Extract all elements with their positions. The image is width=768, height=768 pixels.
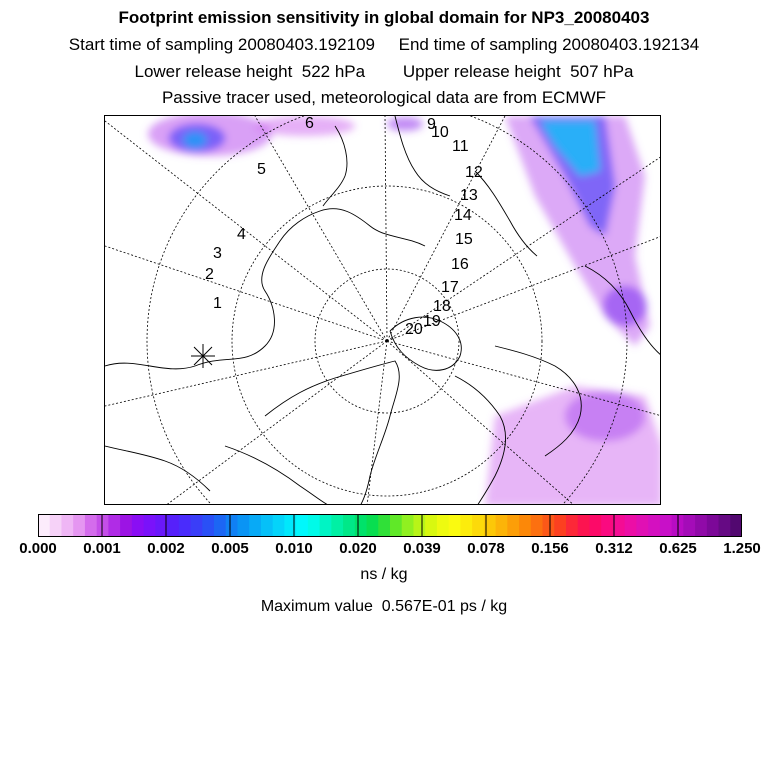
colorbar-tick-label: 0.020 [339, 540, 377, 557]
sampling-time-line: Start time of sampling 20080403.192109 End time of sampling 20080403.192134 [68, 35, 700, 54]
day-label: 11 [452, 138, 469, 155]
sensitivity-plume-east [485, 116, 661, 505]
colorbar-unit: ns / kg [360, 566, 408, 583]
colorbar-tick-label: 0.002 [147, 540, 185, 557]
colorbar-cell [390, 514, 402, 537]
colorbar-cell [261, 514, 273, 537]
colorbar-cell [543, 514, 555, 537]
colorbar-cell [308, 514, 320, 537]
day-label: 10 [431, 124, 449, 141]
colorbar-cell [707, 514, 719, 537]
colorbar-cell [73, 514, 85, 537]
colorbar-cell [648, 514, 660, 537]
colorbar-cell [167, 514, 179, 537]
colorbar-cell [613, 514, 625, 537]
colorbar-cell [413, 514, 425, 537]
tracer-info-line: Passive tracer used, meteorological data are from ECMWF [161, 88, 607, 107]
colorbar-cell [367, 514, 379, 537]
colorbar-tick-label: 1.250 [723, 540, 761, 557]
day-label: 15 [455, 231, 473, 248]
colorbar-cell [179, 514, 191, 537]
colorbar-cell [554, 514, 566, 537]
colorbar-tick-label: 0.005 [211, 540, 249, 557]
colorbar-cell [719, 514, 731, 537]
colorbar-cell [320, 514, 332, 537]
colorbar-cell [496, 514, 508, 537]
colorbar-cell [144, 514, 156, 537]
colorbar-tick-label: 0.078 [467, 540, 505, 557]
colorbar-cell [296, 514, 308, 537]
colorbar-cell [378, 514, 390, 537]
map-canvas [105, 116, 661, 505]
day-label: 9 [427, 116, 436, 133]
colorbar-cell [472, 514, 484, 537]
colorbar-cell [636, 514, 648, 537]
colorbar-cell [519, 514, 531, 537]
colorbar-cell [331, 514, 343, 537]
plot-title: Footprint emission sensitivity in global domain for NP3_20080403 [118, 8, 650, 27]
colorbar-cell [531, 514, 543, 537]
colorbar-cell [85, 514, 97, 537]
day-label: 3 [213, 245, 222, 262]
colorbar-cell [38, 514, 50, 537]
colorbar-cell [191, 514, 203, 537]
day-label: 2 [205, 266, 214, 283]
day-label: 6 [305, 116, 314, 132]
day-label: 1 [213, 295, 222, 312]
colorbar-cell [695, 514, 707, 537]
day-label: 12 [465, 164, 483, 181]
colorbar-tick-label: 0.039 [403, 540, 441, 557]
colorbar-cell [460, 514, 472, 537]
day-label: 5 [257, 161, 266, 178]
colorbar-cell [355, 514, 367, 537]
colorbar-cell [97, 514, 109, 537]
colorbar-cell [683, 514, 695, 537]
colorbar-cell [237, 514, 249, 537]
colorbar-cell [660, 514, 672, 537]
maximum-value-text: Maximum value 0.567E-01 ps / kg [260, 598, 508, 615]
colorbar-tick-label: 0.000 [19, 540, 57, 557]
colorbar-cell [50, 514, 62, 537]
colorbar-cell [249, 514, 261, 537]
colorbar-cell [273, 514, 285, 537]
colorbar-cell [284, 514, 296, 537]
day-label: 4 [237, 226, 246, 243]
colorbar-cell [132, 514, 144, 537]
sensitivity-plume-northwest [148, 116, 423, 156]
colorbar-tick-label: 0.156 [531, 540, 569, 557]
day-label: 20 [405, 321, 423, 338]
colorbar-tick-label: 0.010 [275, 540, 313, 557]
release-height-line: Lower release height 522 hPa Upper release height 507 hPa [134, 62, 634, 81]
colorbar-cell [578, 514, 590, 537]
colorbar-cell [343, 514, 355, 537]
day-label: 16 [451, 256, 469, 273]
colorbar-cell [402, 514, 414, 537]
day-label: 13 [460, 187, 478, 204]
colorbar-tick-labels [0, 540, 768, 560]
colorbar-tick-label: 0.312 [595, 540, 633, 557]
colorbar-cell [61, 514, 73, 537]
colorbar-cell [108, 514, 120, 537]
colorbar-cell [566, 514, 578, 537]
day-label: 14 [454, 207, 472, 224]
footprint-map [104, 115, 661, 505]
day-label: 19 [423, 313, 441, 330]
colorbar-cell [449, 514, 461, 537]
colorbar-cell [730, 514, 742, 537]
colorbar-cell [507, 514, 519, 537]
colorbar-cell [120, 514, 132, 537]
colorbar-tick-label: 0.625 [659, 540, 697, 557]
colorbar-cell [425, 514, 437, 537]
colorbar-cell [625, 514, 637, 537]
colorbar-cell [202, 514, 214, 537]
colorbar-cell [226, 514, 238, 537]
colorbar-cell [601, 514, 613, 537]
colorbar-cell [214, 514, 226, 537]
day-label: 17 [441, 279, 459, 296]
colorbar-cell [437, 514, 449, 537]
colorbar-tick-label: 0.001 [83, 540, 121, 557]
colorbar-cell [589, 514, 601, 537]
release-location-asterisk [191, 344, 215, 368]
day-label: 18 [433, 298, 451, 315]
colorbar [38, 514, 742, 537]
